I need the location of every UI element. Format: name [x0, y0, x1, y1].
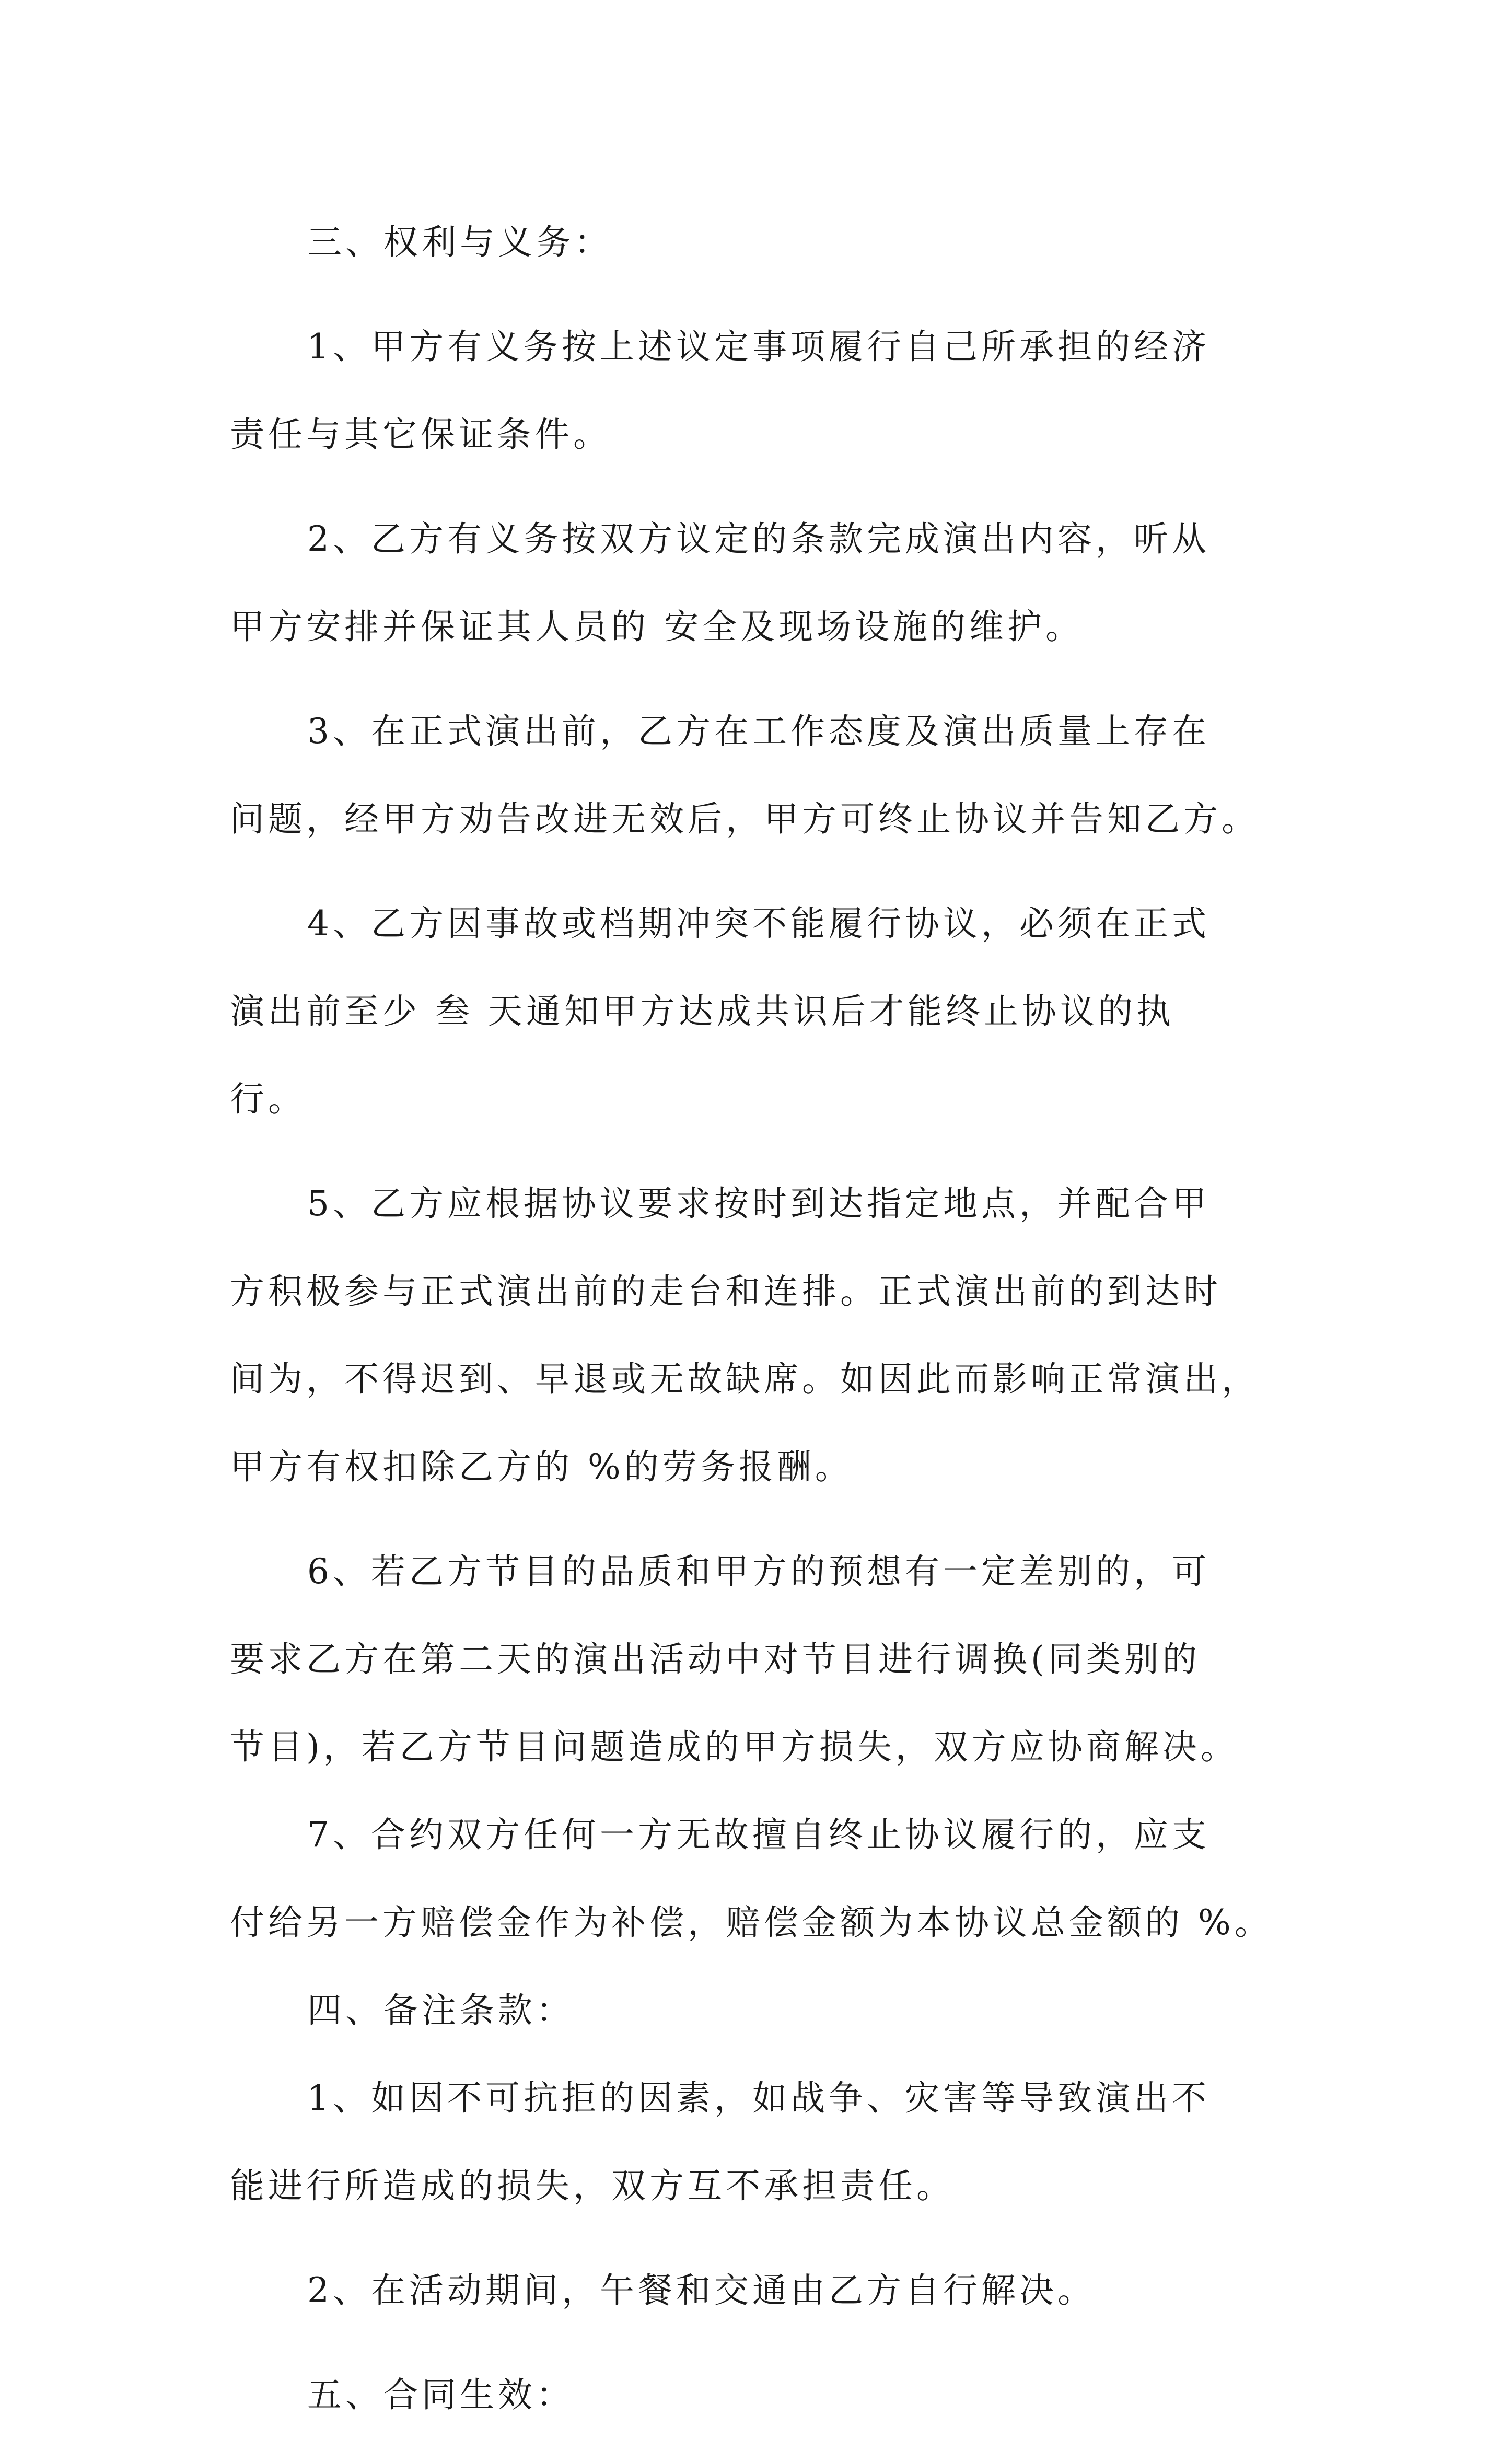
clause-7-line-1: 7、合约双方任何一方无故擅自终止协议履行的，应支: [307, 1815, 1210, 1855]
clause-5-line-2: 方积极参与正式演出前的走台和连排。正式演出前的到达时: [230, 1271, 1222, 1311]
clause-6-line-3: 节目)，若乙方节目问题造成的甲方损失，双方应协商解决。: [230, 1727, 1239, 1767]
section-heading-remarks: 四、备注条款：: [307, 1990, 574, 2030]
section-heading-rights-obligations: 三、权利与义务：: [307, 222, 612, 262]
clause-2-line-1: 2、乙方有义务按双方议定的条款完成演出内容，听从: [307, 519, 1210, 559]
clause-5-line-4: 甲方有权扣除乙方的 %的劳务报酬。: [230, 1447, 853, 1487]
section-heading-contract-effect: 五、合同生效：: [307, 2375, 574, 2415]
clause-5-line-3: 间为，不得迟到、早退或无故缺席。如因此而影响正常演出，: [230, 1359, 1260, 1399]
remark-1-line-1: 1、如因不可抗拒的因素，如战争、灾害等导致演出不: [307, 2078, 1210, 2118]
clause-4-line-1: 4、乙方因事故或档期冲突不能履行协议，必须在正式: [307, 903, 1210, 944]
clause-4-line-2: 演出前至少 叁 天通知甲方达成共识后才能终止协议的执: [230, 991, 1174, 1031]
clause-1-line-2: 责任与其它保证条件。: [230, 414, 611, 455]
document-body: [230, 199, 1343, 2439]
clause-3-line-1: 3、在正式演出前，乙方在工作态度及演出质量上存在: [307, 711, 1210, 751]
clause-7-line-2: 付给另一方赔偿金作为补偿，赔偿金额为本协议总金额的 %。: [230, 1902, 1273, 1943]
remark-2-line-1: 2、在活动期间，午餐和交通由乙方自行解决。: [307, 2270, 1096, 2310]
clause-2-line-2: 甲方安排并保证其人员的 安全及现场设施的维护。: [230, 607, 1084, 647]
clause-6-line-1: 6、若乙方节目的品质和甲方的预想有一定差别的，可: [307, 1551, 1210, 1592]
clause-4-line-3: 行。: [230, 1079, 306, 1119]
clause-3-line-2: 问题，经甲方劝告改进无效后，甲方可终止协议并告知乙方。: [230, 799, 1260, 839]
clause-5-line-1: 5、乙方应根据协议要求按时到达指定地点，并配合甲: [307, 1183, 1210, 1224]
clause-1-line-1: 1、甲方有义务按上述议定事项履行自己所承担的经济: [307, 327, 1210, 367]
remark-1-line-2: 能进行所造成的损失，双方互不承担责任。: [230, 2166, 955, 2206]
clause-6-line-2: 要求乙方在第二天的演出活动中对节目进行调换(同类别的: [230, 1639, 1201, 1679]
